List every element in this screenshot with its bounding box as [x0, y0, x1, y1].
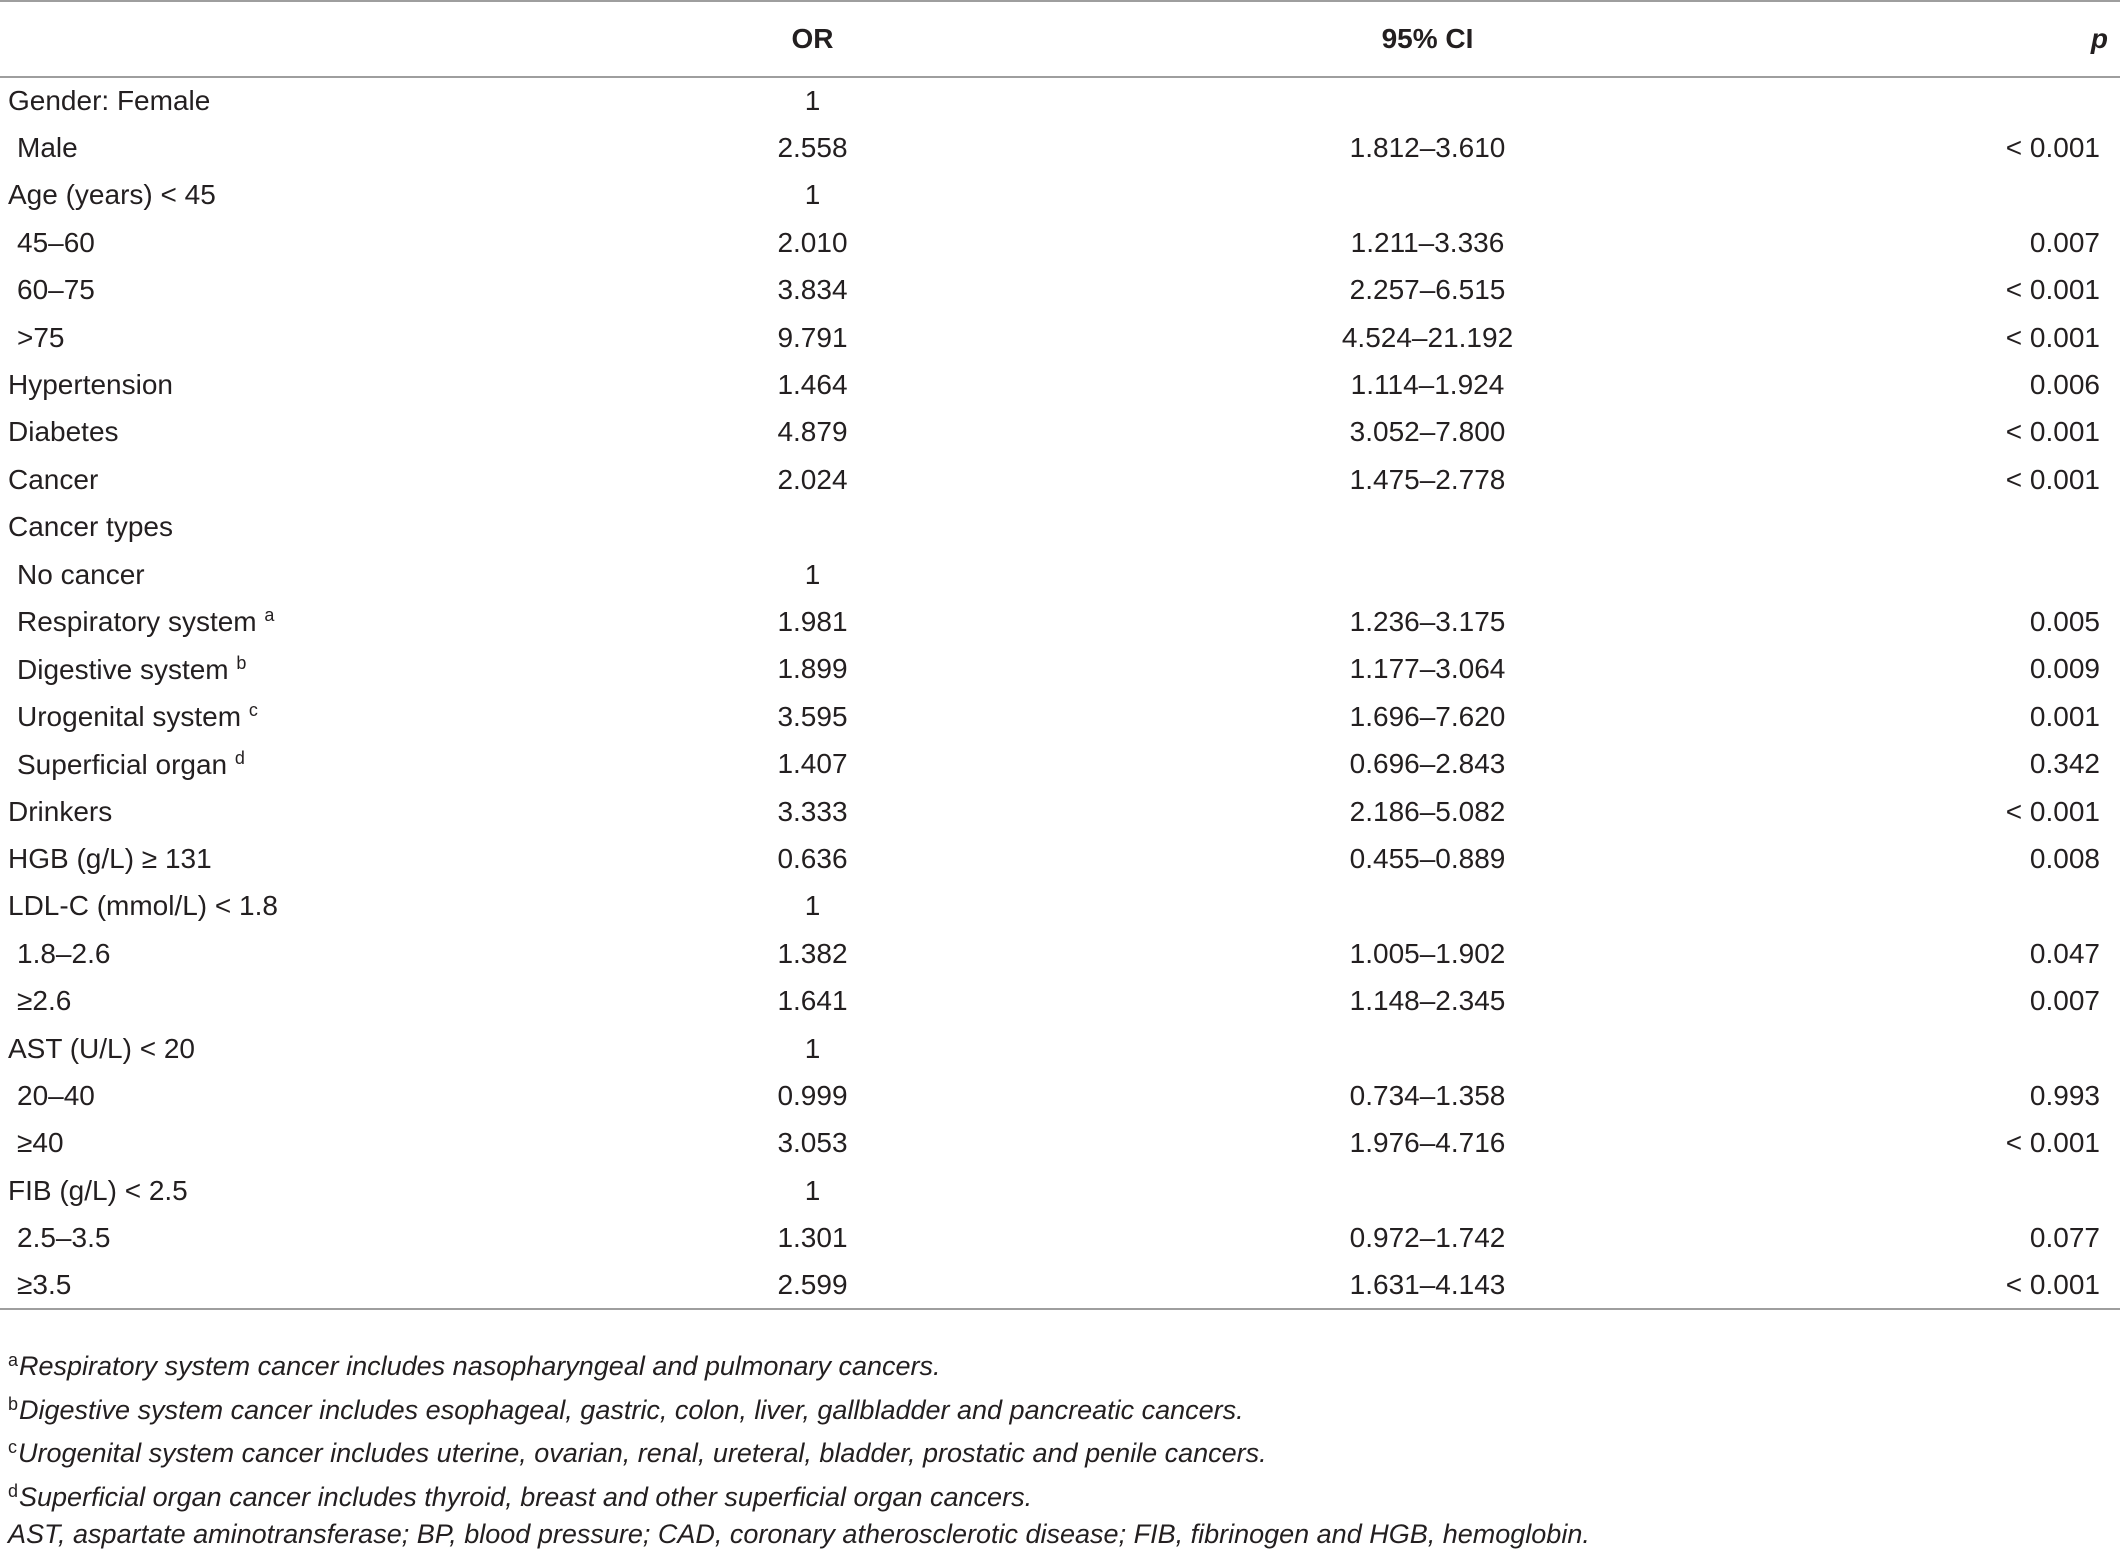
row-label-text: Gender: Female: [8, 85, 211, 117]
or-value: 1: [804, 179, 821, 211]
table-row: [0, 1120, 2120, 1167]
or-value: 3.053: [777, 1127, 848, 1159]
or-value: 1: [804, 558, 821, 590]
row-label: [0, 977, 620, 1024]
p-value: < 0.001: [2005, 463, 2100, 495]
row-label: [0, 598, 620, 645]
row-label-text: ≥2.6: [17, 985, 72, 1017]
or-value: 1.464: [777, 369, 848, 401]
row-label: [0, 930, 620, 977]
ci-value: [1005, 883, 1850, 930]
p-value: 0.001: [2029, 700, 2100, 732]
table-row: [0, 1025, 2120, 1072]
header-ci: 95% CI: [1005, 1, 1850, 77]
row-label: [0, 1025, 620, 1072]
header-variable: [0, 1, 620, 77]
p-value: 0.005: [2029, 605, 2100, 637]
p-value: 0.009: [2029, 653, 2100, 685]
p-value: [1850, 1025, 2120, 1072]
footnote-mark: d: [8, 1480, 19, 1501]
or-value: 2.010: [777, 226, 848, 258]
footnote-mark: c: [8, 1437, 17, 1457]
or-value: 1: [804, 890, 821, 922]
p-value: 0.047: [2029, 937, 2100, 969]
row-label-text: FIB (g/L) < 2.5: [8, 1174, 188, 1206]
ci-value: 0.972–1.742: [1349, 1222, 1506, 1254]
table-row: [0, 77, 2120, 124]
row-label: [0, 267, 620, 314]
table-footnotes: [8, 1342, 2108, 1554]
header-p: p: [1850, 1, 2120, 77]
or-value: 0.999: [777, 1079, 848, 1111]
table-row: [0, 646, 2120, 693]
p-value: < 0.001: [2005, 795, 2100, 827]
p-value: 0.006: [2029, 369, 2100, 401]
ci-value: [1005, 172, 1850, 219]
row-label: [0, 1072, 620, 1119]
ci-value: 4.524–21.192: [1341, 321, 1514, 353]
ci-value: [1005, 504, 1850, 551]
ci-value: 1.236–3.175: [1349, 605, 1506, 637]
footnote-marker: c: [248, 700, 258, 721]
table-row: [0, 598, 2120, 645]
p-value: 0.008: [2029, 842, 2100, 874]
footnote-text: Respiratory system cancer includes nasopharyngeal and pulmonary cancers.: [19, 1351, 941, 1381]
row-label: [0, 835, 620, 882]
ci-value: 0.455–0.889: [1349, 842, 1506, 874]
row-label: [0, 1262, 620, 1309]
row-label-text: Hypertension: [8, 369, 173, 401]
row-label: [0, 693, 620, 740]
row-label: [0, 219, 620, 266]
or-value: 2.599: [620, 1262, 1005, 1309]
table-row: [0, 693, 2120, 740]
p-value: [1850, 883, 2120, 930]
table-row: [0, 124, 2120, 171]
row-label: [0, 1167, 620, 1214]
row-label-text: 45–60: [17, 226, 95, 258]
table-row: [0, 267, 2120, 314]
p-value: [1850, 551, 2120, 598]
footnote-mark: a: [8, 1350, 19, 1370]
row-label-text: AST (U/L) < 20: [8, 1032, 196, 1064]
table-row: [0, 1072, 2120, 1119]
row-label-text: Drinkers: [8, 795, 113, 827]
row-label-text: HGB (g/L) ≥ 131: [8, 842, 212, 874]
ci-value: 1.475–2.778: [1349, 463, 1506, 495]
footnote-mark: b: [8, 1393, 19, 1414]
ci-value: 1.211–3.336: [1350, 226, 1505, 258]
footnote: [8, 1386, 2108, 1430]
row-label-text: Age (years) < 45: [8, 179, 216, 211]
ci-value: 1.976–4.716: [1349, 1127, 1506, 1159]
p-value: [1850, 1167, 2120, 1214]
row-label: [0, 77, 620, 124]
ci-value: 0.734–1.358: [1349, 1079, 1506, 1111]
table-row: [0, 740, 2120, 787]
footnote: [8, 1342, 2108, 1386]
row-label-text: 60–75: [17, 274, 95, 306]
row-label-text: ≥40: [17, 1127, 64, 1159]
p-value: < 0.001: [2005, 274, 2100, 306]
p-value: 0.993: [2029, 1079, 2100, 1111]
or-value: 1.641: [777, 985, 848, 1017]
row-label: [0, 883, 620, 930]
row-label-text: LDL-C (mmol/L) < 1.8: [8, 890, 278, 922]
or-value: 4.879: [777, 416, 848, 448]
ci-value: [1005, 1025, 1850, 1072]
row-label-text: 2.5–3.5: [17, 1222, 111, 1254]
table-row: [0, 1214, 2120, 1261]
or-value: 1: [804, 1032, 821, 1064]
ci-value: [1005, 1167, 1850, 1214]
row-label: [0, 314, 620, 361]
table-row: [0, 930, 2120, 977]
p-value: < 0.001: [2005, 132, 2100, 164]
p-value: < 0.001: [2005, 416, 2100, 448]
header-or: OR: [620, 1, 1005, 77]
row-label: [0, 1214, 620, 1261]
footnote: [8, 1473, 2108, 1517]
footnote: [8, 1516, 2108, 1554]
ci-value: 1.114–1.924: [1350, 369, 1505, 401]
row-label-text: 1.8–2.6: [17, 937, 111, 969]
row-label-text: Urogenital system: [17, 701, 242, 733]
ci-value: [1005, 551, 1850, 598]
ci-value: 1.148–2.345: [1349, 985, 1506, 1017]
row-label: [0, 788, 620, 835]
row-label: [0, 504, 620, 551]
ci-value: 1.696–7.620: [1349, 700, 1506, 732]
table-row: [0, 361, 2120, 408]
footnote-text: Digestive system cancer includes esophageal, gastric, colon, liver, gallbladder and pancreatic cancers.: [19, 1394, 1244, 1425]
row-label: [0, 740, 620, 787]
row-label: [0, 1120, 620, 1167]
or-value: 1.382: [777, 937, 848, 969]
ci-value: 1.631–4.143: [1005, 1262, 1850, 1309]
row-label-text: >75: [17, 321, 65, 353]
row-label: [0, 646, 620, 693]
footnote-text: Urogenital system cancer includes uterine, ovarian, renal, ureteral, bladder, prostatic and penile cancers.: [18, 1438, 1267, 1468]
p-value: < 0.001: [2005, 1127, 2100, 1159]
footnote-text: Superficial organ cancer includes thyroid, breast and other superficial organ cancers.: [19, 1481, 1033, 1512]
row-label-text: Respiratory system: [17, 606, 257, 638]
p-value: 0.007: [2029, 985, 2100, 1017]
table-row: [0, 835, 2120, 882]
ci-value: 1.005–1.902: [1349, 937, 1506, 969]
table-row: [0, 172, 2120, 219]
ci-value: 2.257–6.515: [1349, 274, 1506, 306]
p-value: < 0.001: [1850, 1262, 2120, 1309]
row-label-text: Digestive system: [17, 653, 229, 685]
row-label: [0, 456, 620, 503]
table-row: [0, 409, 2120, 456]
table-row: [0, 314, 2120, 361]
footnote-text: AST, aspartate aminotransferase; BP, blood pressure; CAD, coronary atherosclerotic disease; FIB, fibrinogen and HGB, hemoglobin.: [8, 1519, 1590, 1549]
p-value: 0.342: [2029, 748, 2100, 780]
ci-value: 0.696–2.843: [1349, 748, 1506, 780]
or-value: [620, 504, 1005, 551]
table-row: [0, 977, 2120, 1024]
table-row: [0, 551, 2120, 598]
footnote-marker: b: [236, 652, 247, 673]
or-value: 2.024: [777, 463, 848, 495]
or-value: 1: [804, 85, 821, 117]
ci-value: 1.812–3.610: [1349, 132, 1506, 164]
or-value: 1.407: [777, 748, 848, 780]
table-row: [0, 1167, 2120, 1214]
table-row: [0, 883, 2120, 930]
or-value: 1: [804, 1174, 821, 1206]
row-label-text: Cancer: [8, 463, 99, 495]
row-label-text: 20–40: [17, 1079, 95, 1111]
row-label: [0, 361, 620, 408]
row-label: [0, 409, 620, 456]
or-value: 1.981: [777, 605, 848, 637]
row-label-text: Diabetes: [8, 416, 119, 448]
or-value: 3.595: [777, 700, 848, 732]
or-value: 3.834: [777, 274, 848, 306]
row-label-text: Superficial organ: [17, 748, 228, 780]
table-row: [0, 456, 2120, 503]
footnote-marker: a: [264, 605, 275, 626]
footnote: [8, 1429, 2108, 1473]
ci-value: 1.177–3.064: [1349, 653, 1506, 685]
table-body: [0, 77, 2120, 1309]
footnote-marker: d: [234, 747, 245, 768]
row-label: [0, 551, 620, 598]
or-value: 0.636: [777, 842, 848, 874]
or-value: 3.333: [777, 795, 848, 827]
ci-value: 3.052–7.800: [1349, 416, 1506, 448]
or-value: 1.899: [777, 653, 848, 685]
ci-value: 2.186–5.082: [1349, 795, 1506, 827]
p-value: < 0.001: [2005, 321, 2100, 353]
p-value: [1850, 77, 2120, 124]
row-label-text: Male: [17, 132, 78, 164]
p-value: [1850, 172, 2120, 219]
table-row: [0, 504, 2120, 551]
ci-value: [1005, 77, 1850, 124]
table-row: [0, 1262, 2120, 1309]
or-value: 2.558: [777, 132, 848, 164]
row-label: [0, 172, 620, 219]
row-label-text: ≥3.5: [17, 1268, 72, 1300]
row-label: [0, 124, 620, 171]
table-row: [0, 219, 2120, 266]
or-value: 1.301: [777, 1222, 848, 1254]
table-row: [0, 788, 2120, 835]
p-value: 0.007: [2029, 226, 2100, 258]
row-label-text: Cancer types: [8, 511, 173, 543]
or-value: 9.791: [777, 321, 848, 353]
p-value: 0.077: [2029, 1222, 2100, 1254]
p-value: [1850, 504, 2120, 551]
table-header-row: [0, 1, 2120, 77]
row-label-text: No cancer: [17, 558, 145, 590]
